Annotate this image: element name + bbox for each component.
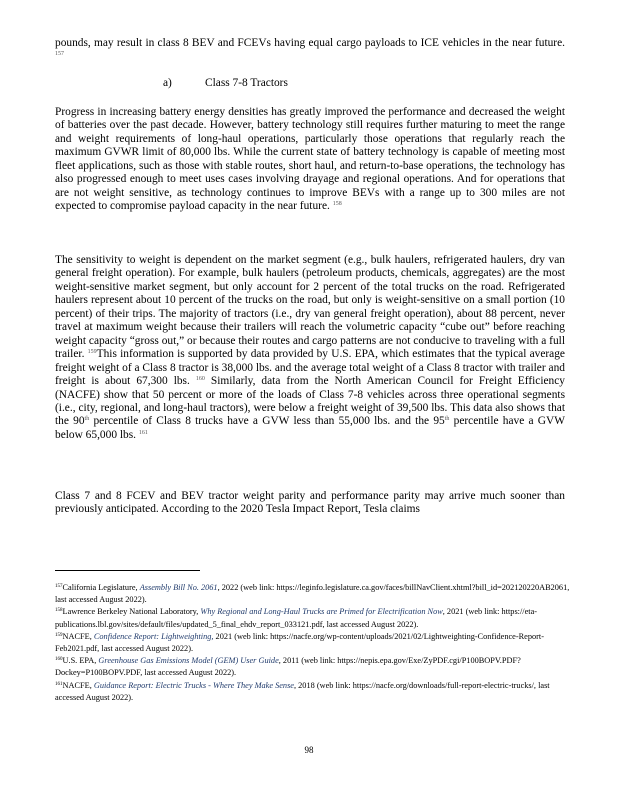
paragraph-battery-progress: [55, 106, 565, 214]
footnote-separator: [55, 570, 200, 571]
footnote-title: Why Regional and Long-Haul Trucks are Primed for Electrification Now: [200, 607, 443, 617]
paragraph-sensitivity-text-4: percentile of Class 8 trucks have a GVW less than 55,000 lbs. and the 95: [93, 415, 445, 428]
paragraph-intro: [55, 37, 565, 64]
paragraph-progress-text: Progress in increasing battery energy densities has greatly improved the performance and decreased the weight of batteries over the past decade. However, battery technology still requires further maturing to meet the range and weight requirements of long-haul operations, particularly those operations that regularly reach the maximum GVWR limit of 80,000 lbs. While the current state of battery technology is capable of meeting most fleet applications, such as those with stable routes, short haul, and return-to-base operations, the technology has also progressed enough to meet uses cases involving drayage and regional operations. And for operations that are not weight sensitive, as technology continues to improve BEVs with a range up to 300 miles are not expected to compromise payload capacity in the near future.: [55, 106, 565, 213]
footnote-ref-161[interactable]: 161: [138, 429, 148, 436]
section-heading-title: Class 7-8 Tractors: [205, 77, 288, 89]
paragraph-parity-text: Class 7 and 8 FCEV and BEV tractor weight parity and performance parity may arrive much sooner than previously anticipated. According to the 2020 Tesla Impact Report, Tesla claims: [55, 490, 565, 516]
section-heading-number: a): [163, 77, 172, 89]
footnote-title: Assembly Bill No. 2061: [139, 583, 218, 592]
paragraph-sensitivity-text-1: The sensitivity to weight is dependent on the market segment (e.g., bulk haulers, refrigerated haulers, dry van general freight operation). For example, bulk haulers (petroleum products, chemicals, aggregates) are the most weight-sensitive market segment, but only account for 2 percent of the total trucks on the road. Refrigerated haulers represent about 10 percent of the trucks on the road, but only is weight-sensitive on a small portion (10 percent) of their trips. The majority of tractors (i.e., dry van general freight operation), about 88 percent, never travel at maximum weight because their trailers will reach the volumetric capacity “cube out” before reaching weight capacity “gross out,” or because their routes and cargo patterns are not conducive to traveling with a full trailer.: [55, 254, 565, 361]
footnote-160: $^{160}$U.S. EPA, Greenhouse Gas Emissions Model (GEM) User Guide, 2011 (web link: https://nepis.epa.gov/Exe/ZyPDF.cgi/P100BOPV.PDF?Dockey=P100BOPV.PDF, last accessed August 2022).: [55, 656, 521, 678]
footnotes: [55, 582, 570, 704]
footnote-161: $^{161}$NACFE, Guidance Report: Electric Trucks - Where They Make Sense, 2018 (web link: https://nacfe.org/downloads/full-report-electric-trucks/, last accessed August 2022).: [55, 680, 550, 702]
section-heading: [163, 77, 288, 89]
footnote-ref-157[interactable]: 157: [55, 51, 64, 58]
ordinal-suffix: th: [84, 416, 90, 423]
footnote-title: Confidence Report: Lightweighting,: [93, 631, 214, 641]
paragraph-sensitivity-text-2: This information is supported by data provided by U.S. EPA, which estimates that the typical average freight weight of a Class 8 tractor is 38,000 lbs. and the average total weight of a Class 8 tractor with trailer and freight is about 67,300 lbs.: [55, 348, 565, 388]
footnote-title: Guidance Report: Electric Trucks - Where They Make Sense: [93, 680, 294, 690]
footnote-ref-158[interactable]: 158: [332, 201, 342, 208]
paragraph-weight-sensitivity: [55, 254, 565, 442]
footnote-157: $^{157}$California Legislature, Assembly Bill No. 2061, 2022 (web link: https://leginfo.legislature.ca.gov/faces/billNavClient.xhtml?bill_id=202120220AB2061, last accessed August 2022).: [55, 583, 570, 605]
paragraph-weight-parity: [55, 490, 565, 517]
footnote-title: Greenhouse Gas Emissions Model (GEM) User Guide: [98, 656, 279, 666]
footnote-ref-160[interactable]: 160: [195, 376, 205, 383]
paragraph-intro-text: pounds, may result in class 8 BEV and FCEVs having equal cargo payloads to ICE vehicles in the near future.: [55, 37, 565, 49]
page-number: 98: [304, 745, 314, 755]
footnote-158: $^{158}$Lawrence Berkeley National Laboratory, Why Regional and Long-Haul Trucks are Primed for Electrification Now, 2021 (web link: https://eta-publications.lbl.gov/sites/default/files/updated_5_final_ehdv_report_033121.pdf, last accessed August 2022).: [55, 607, 538, 629]
paragraph-sensitivity-text-3: Similarly, data from the North American Council for Freight Efficiency (NACFE) show that 50 percent or more of the loads of Class 7-8 vehicles across three operational segments (i.e., city, regional, and long-haul tractors), were below a freight weight of 39,500 lbs. This data also shows that the 90: [55, 375, 565, 428]
footnote-159: $^{159}$NACFE, Confidence Report: Lightweighting, 2021 (web link: https://nacfe.org/wp-content/uploads/2021/02/Lightweighting-Confidence-Report-Feb2021.pdf, last accessed August 2022).: [55, 631, 544, 654]
paragraph-sensitivity-text-5: percentile have a GVW below 65,000 lbs.: [55, 415, 565, 441]
ordinal-suffix: th: [444, 416, 450, 423]
footnote-ref-159[interactable]: 159: [87, 349, 97, 356]
